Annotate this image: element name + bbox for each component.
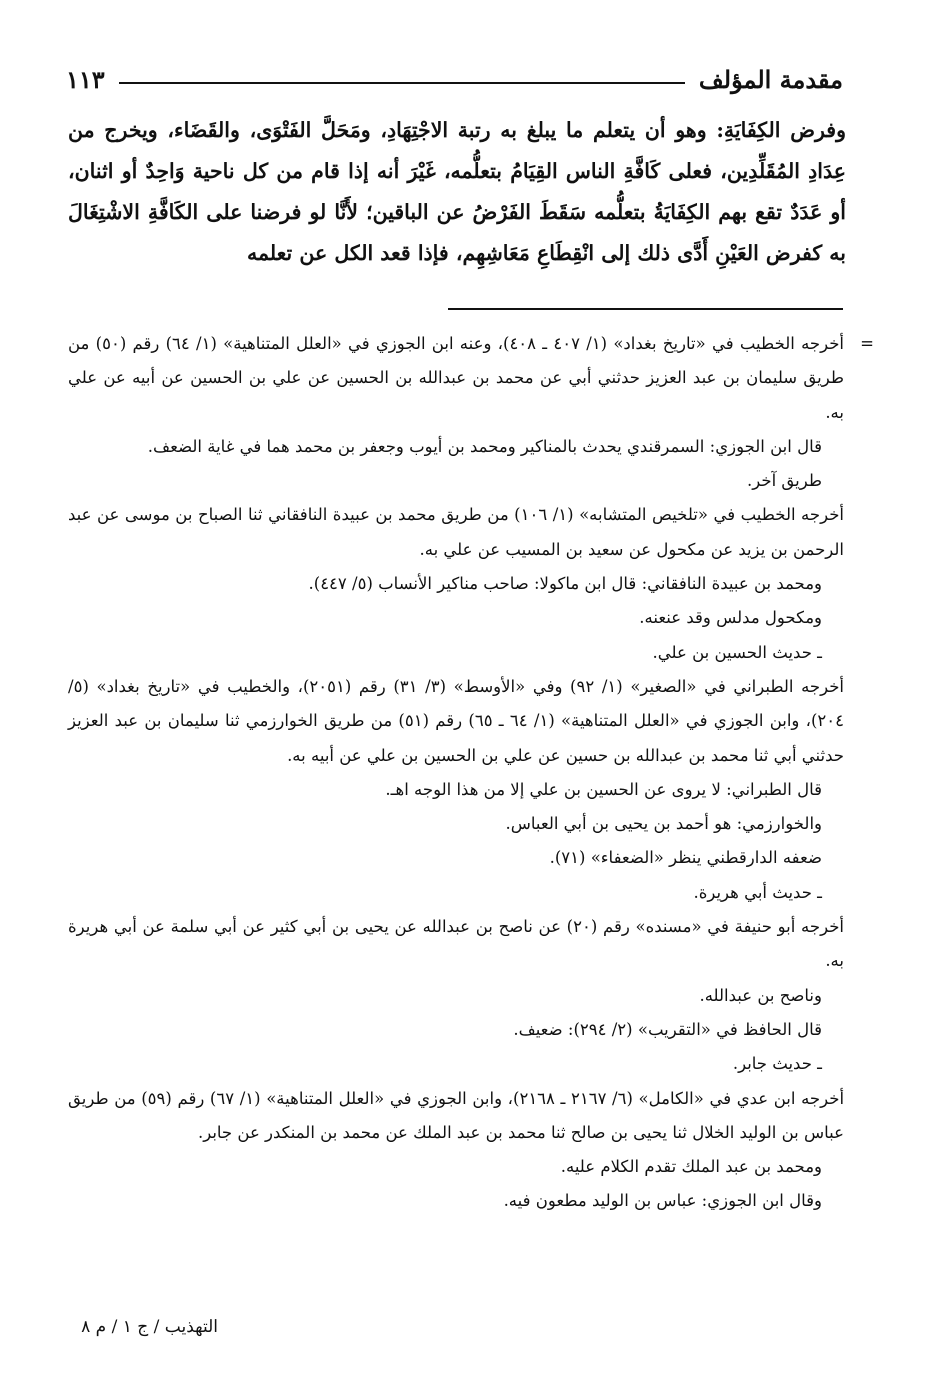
footnote-paragraph: ومكحول مدلس وقد عنعنه. (639, 608, 822, 628)
main-text (68, 110, 846, 274)
footnote-paragraph: وناصح بن عبدالله. (699, 985, 822, 1005)
running-header (66, 58, 843, 100)
footnote-paragraph: ومحمد بن عبد الملك تقدم الكلام عليه. (560, 1157, 822, 1177)
footnote-paragraph: ضعفه الدارقطني ينظر «الضعفاء» (٧١). (549, 848, 822, 868)
footnote-paragraph: أخرجه الخطيب في «تلخيص المتشابه» (١/ ١٠٦) من طريق محمد بن عبيدة النافقاني ثنا الصباح بن موسى عن عبد الرحمن بن يزيد عن مكحول عن سعيد بن المسيب عن علي به. (68, 505, 844, 559)
footnote-paragraph: ومحمد بن عبيدة النافقاني: قال ابن ماكولا: صاحب مناكير الأنساب (٥/ ٤٤٧). (308, 574, 822, 594)
page-number: ١١٣ (66, 64, 105, 94)
footnote-paragraph: ـ حديث جابر. (732, 1054, 822, 1074)
footnote-paragraph: ـ حديث أبي هريرة. (693, 882, 822, 902)
footnote-paragraph: أخرجه أبو حنيفة في «مسنده» رقم (٢٠) عن ناصح بن عبدالله عن يحيى بن أبي كثير عن أبي سلمة عن أبي هريرة به. (68, 917, 844, 971)
continuation-mark: = (860, 334, 874, 353)
footnote-paragraph: طريق آخر. (747, 471, 822, 491)
footnote-paragraph (68, 327, 874, 430)
footnote-paragraph: قال الطبراني: لا يروى عن الحسين بن علي إلا من هذا الوجه اهـ. (385, 779, 822, 799)
footnote-paragraph: أخرجه ابن عدي في «الكامل» (٦/ ٢١٦٧ ـ ٢١٦٨)، وابن الجوزي في «العلل المتناهية» (١/ ٦٧) رقم (٥٩) من طريق عباس بن الوليد الخلال ثنا يحيى بن صالح ثنا محمد بن عبد الملك عن محمد بن المنكدر عن جابر. (68, 1088, 845, 1142)
footnote-paragraph: قال ابن الجوزي: السمرقندي يحدث بالمناكير ومحمد بن أيوب وجعفر بن محمد هما في غاية الضعف. (147, 436, 822, 456)
footnotes (68, 327, 874, 1219)
header-rule (119, 82, 685, 84)
footnote-text: أخرجه الخطيب في «تاريخ بغداد» (١/ ٤٠٧ ـ ٤٠٨)، وعنه ابن الجوزي في «العلل المتناهية» (١/ ٦٤) رقم (٥٠) من طريق سليمان بن عبد العزيز حدثني أبي عن محمد بن عبدالله بن الحسين عن علي بن الحسين عن أبيه عن علي به. (68, 334, 845, 422)
main-paragraph: وفرض الكِفَايَةِ: وهو أن يتعلم ما يبلغ به رتبة الاجْتِهَادِ، ومَحَلَّ الفَتْوَى، والقَضَاء، ويخرج من عِدَادِ المُقَلِّدِين، فعلى كَافَّةِ الناس القِيَامُ بتعلُّمه، غَيْرَ أنه إذا قام من كل ناحية وَاحِدٌ أو اثنان، أو عَدَدٌ تقع بهم الكِفَايَةُ بتعلُّمه سَقَطَ الفَرْضُ عن الباقين؛ لأَنَّا لو فرضنا على الكَافَّةِ الاشْتِغَالَ به كفرض العَيْنِ أَدَّى ذلك إلى انْقِطَاعِ مَعَاشِهِم، فإذا قعد الكل عن تعلمه (68, 118, 846, 265)
footnote-paragraph: قال الحافظ في «التقريب» (٢/ ٢٩٤): ضعيف. (513, 1019, 822, 1039)
chapter-title: مقدمة المؤلف (698, 64, 843, 94)
footnote-divider (448, 308, 843, 310)
footnote-paragraph: ـ حديث الحسين بن علي. (652, 642, 822, 662)
printer-signature: التهذيب / ج ١ / م ٨ (81, 1317, 218, 1337)
footnote-paragraph: والخوارزمي: هو أحمد بن يحيى بن أبي العباس. (505, 814, 822, 834)
footnote-paragraph: أخرجه الطبراني في «الصغير» (١/ ٩٢) وفي «الأوسط» (٣/ ٣١) رقم (٢٠٥١)، والخطيب في «تاريخ بغداد» (٥/ ٢٠٤)، وابن الجوزي في «العلل المتناهية» (١/ ٦٤ ـ ٦٥) رقم (٥١) من طريق الخوارزمي ثنا سليمان بن عبد العزيز حدثني أبي ثنا محمد بن عبدالله بن حسين عن علي بن الحسين بن علي عن أبيه به. (68, 676, 845, 765)
footnote-paragraph: وقال ابن الجوزي: عباس بن الوليد مطعون فيه. (503, 1191, 822, 1211)
